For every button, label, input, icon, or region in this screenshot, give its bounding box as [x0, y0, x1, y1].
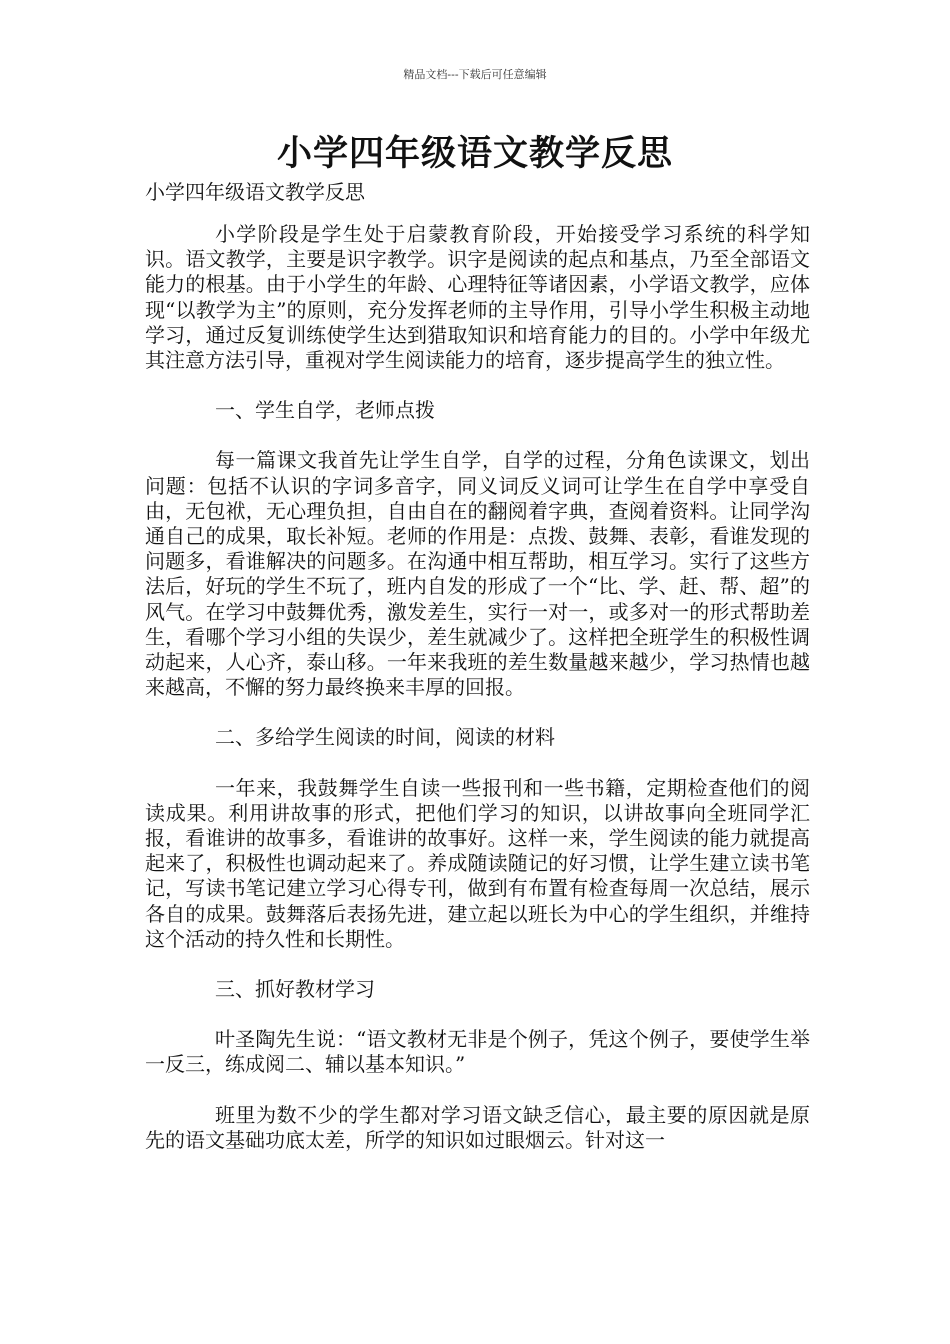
- paragraph-intro: 小学阶段是学生处于启蒙教育阶段，开始接受学习系统的科学知识。语文教学，主要是识字教学。识字是阅读的起点和基点，乃至全部语文能力的根基。由于小学生的年龄、心理特征等诸因素，小学语文教学，应体现“以教学为主”的原则，充分发挥老师的主导作用，引导小学生积极主动地学习，通过反复训练使学生达到猎取知识和培育能力的目的。小学中年级尤其注意方法引导，重视对学生阅读能力的培育，逐步提高学生的独立性。: [145, 222, 810, 373]
- paragraph-section-1: 每一篇课文我首先让学生自学，自学的过程，分角色读课文，划出问题：包括不认识的字词多音字，同义词反义词可让学生在自学中享受自由，无包袱，无心理负担，自由自在的翻阅着字典，查阅着资料。让同学沟通自己的成果，取长补短。老师的作用是：点拨、鼓舞、表彰，看谁发现的问题多，看谁解决的问题多。在沟通中相互帮助，相互学习。实行了这些方法后，好玩的学生不玩了，班内自发的形成了一个“比、学、赶、帮、超”的风气。在学习中鼓舞优秀，激发差生，实行一对一，或多对一的形式帮助差生，看哪个学习小组的失误少，差生就减少了。这样把全班学生的积极性调动起来，人心齐，泰山移。一年来我班的差生数量越来越少，学习热情也越来越高，不懈的努力最终换来丰厚的回报。: [145, 448, 810, 700]
- paragraph-quote: 叶圣陶先生说：“语文教材无非是个例子，凭这个例子，要使学生举一反三，练成阅二、辅以基本知识。”: [145, 1027, 810, 1077]
- section-heading-1: 一、学生自学，老师点拨: [215, 398, 435, 423]
- section-heading-3: 三、抓好教材学习: [215, 977, 375, 1002]
- section-heading-2: 二、多给学生阅读的时间，阅读的材料: [215, 725, 555, 750]
- document-subtitle: 小学四年级语文教学反思: [145, 180, 365, 204]
- paragraph-section-2: 一年来，我鼓舞学生自读一些报刊和一些书籍，定期检查他们的阅读成果。利用讲故事的形式，把他们学习的知识，以讲故事向全班同学汇报，看谁讲的故事多，看谁讲的故事好。这样一来，学生阅读的能力就提高起来了，积极性也调动起来了。养成随读随记的好习惯，让学生建立读书笔记，写读书笔记建立学习心得专刊，做到有布置有检查每周一次总结，展示各自的成果。鼓舞落后表扬先进，建立起以班长为中心的学生组织，并维持这个活动的持久性和长期性。: [145, 775, 810, 951]
- document-body: [145, 222, 810, 1178]
- paragraph-section-3: 班里为数不少的学生都对学习语文缺乏信心，最主要的原因就是原先的语文基础功底太差，所学的知识如过眼烟云。针对这一: [145, 1102, 810, 1152]
- header-note: 精品文档---下载后可任意编辑: [403, 68, 547, 81]
- document-title: 小学四年级语文教学反思: [276, 133, 673, 174]
